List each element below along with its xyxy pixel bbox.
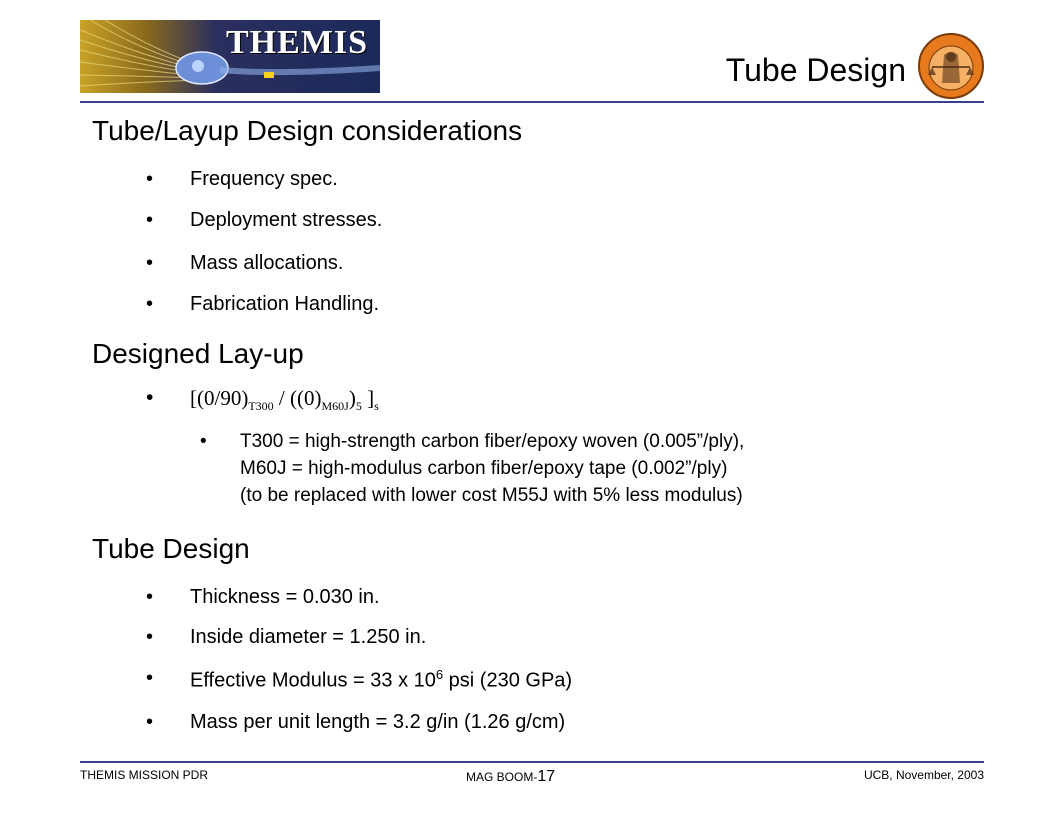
bullet-modulus: [190, 667, 572, 693]
modulus-exponent: 6: [435, 667, 444, 682]
header-divider: [80, 101, 984, 103]
bullet-item: • Deployment stresses.: [190, 209, 382, 232]
note-line: (to be replaced with lower cost M55J with 5% less modulus): [240, 485, 743, 506]
page-number: 17: [537, 768, 556, 785]
footer-page: [466, 768, 555, 786]
footer-date: UCB, November, 2003: [863, 768, 984, 782]
modulus-text: Effective Modulus = 33 x 10: [190, 669, 436, 692]
bullet-item: • Frequency spec.: [190, 168, 338, 191]
formula-part: ]: [361, 386, 375, 410]
formula-subscript: M60J: [321, 399, 349, 414]
bullet-item: • Mass per unit length = 3.2 g/in (1.26 g/cm): [190, 711, 565, 734]
section-heading-tube-design: Tube Design: [92, 533, 250, 564]
formula-subscript: 5: [355, 399, 362, 414]
themis-banner-logo: [80, 20, 380, 93]
note-line: M60J = high-modulus carbon fiber/epoxy tape (0.002”/ply): [240, 458, 728, 479]
bullet-item: • Inside diameter = 1.250 in.: [190, 626, 426, 649]
bullet-item: • Thickness = 0.030 in.: [190, 586, 380, 609]
footer-divider: [80, 761, 984, 763]
slide-title: Tube Design: [725, 52, 906, 88]
bullet-item: • Fabrication Handling.: [190, 293, 379, 316]
layup-formula: [190, 386, 379, 414]
formula-part: / ((0): [273, 386, 322, 410]
formula-subscript: s: [374, 399, 379, 414]
section-heading-layup: Designed Lay-up: [92, 338, 304, 369]
section-heading-considerations: Tube/Layup Design considerations: [92, 115, 523, 146]
modulus-unit: psi (230 GPa): [443, 669, 573, 692]
layup-notes: [240, 428, 744, 509]
formula-part: [(0/90): [190, 386, 249, 410]
footer-page-prefix: MAG BOOM-: [466, 770, 538, 784]
banner-title-text: THEMIS: [225, 24, 368, 61]
note-line: • T300 = high-strength carbon fiber/epoxy woven (0.005”/ply),: [240, 431, 745, 452]
formula-subscript: T300: [248, 399, 274, 414]
themis-seal-logo: [918, 33, 984, 99]
bullet-item: • Mass allocations.: [190, 252, 343, 275]
footer-mission: THEMIS MISSION PDR: [80, 768, 209, 782]
formula-part: ): [348, 386, 356, 410]
